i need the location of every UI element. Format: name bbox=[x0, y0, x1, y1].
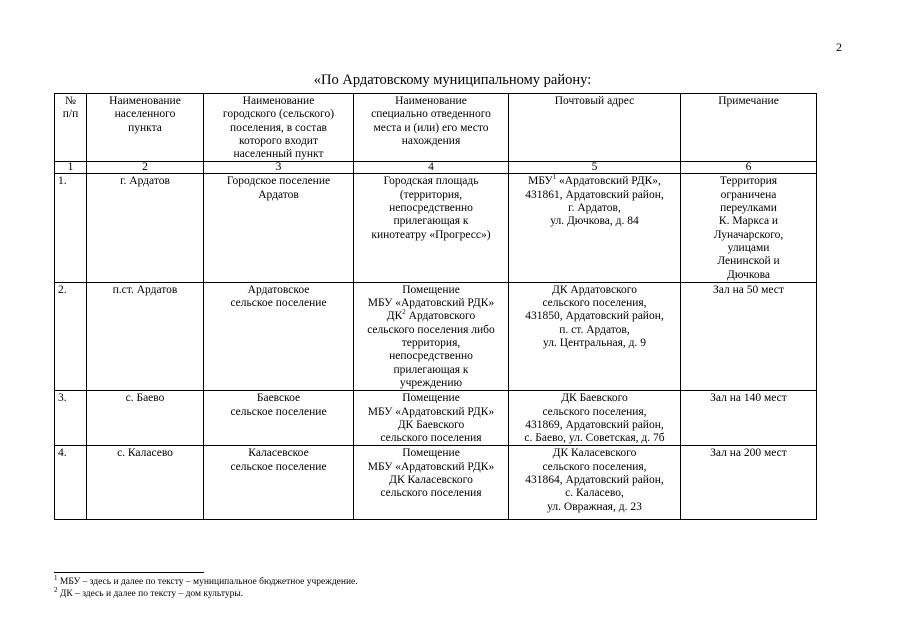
footnote-ref: 2 bbox=[402, 308, 406, 317]
settlement-cell: Городское поселение Ардатов bbox=[204, 174, 354, 282]
note-cell: Территория ограничена переулками К. Маркса и Луначарского, улицами Ленинской и Дючкова bbox=[681, 174, 817, 282]
footnote-mark: 2 bbox=[54, 585, 58, 594]
column-number: 4 bbox=[354, 162, 509, 174]
footnote bbox=[54, 573, 358, 588]
document-title: «По Ардатовскому муниципальному району: bbox=[313, 72, 592, 88]
locality-cell: п.ст. Ардатов bbox=[87, 282, 204, 390]
column-number: 6 bbox=[681, 162, 817, 174]
header-locality: Наименование населенного пункта bbox=[87, 94, 204, 162]
settlement-cell: Баевское сельское поселение bbox=[204, 391, 354, 446]
table-header-row bbox=[55, 94, 817, 162]
footnote-text: ДК – здесь и далее по тексту – дом культуры. bbox=[57, 589, 244, 599]
page-number: 2 bbox=[836, 40, 842, 54]
row-number: 2. bbox=[55, 282, 87, 390]
row-number: 4. bbox=[55, 446, 87, 520]
settlements-table bbox=[54, 93, 817, 520]
address-cell: ДК Ардатовского сельского поселения, 431850, Ардатовский район, п. ст. Ардатов, ул. Центральная, д. 9 bbox=[509, 282, 681, 390]
table-row bbox=[55, 282, 817, 390]
settlement-cell: Каласевское сельское поселение bbox=[204, 446, 354, 520]
column-number: 1 bbox=[55, 162, 87, 174]
place-cell: Помещение МБУ «Ардатовский РДК» ДК Каласевского сельского поселения bbox=[354, 446, 509, 520]
place-cell: Помещение МБУ «Ардатовский РДК» ДК Баевского сельского поселения bbox=[354, 391, 509, 446]
footnote-divider bbox=[54, 572, 204, 573]
note-cell: Зал на 200 мест bbox=[681, 446, 817, 520]
address-text: МБУ bbox=[528, 175, 553, 188]
note-cell: Зал на 140 мест bbox=[681, 391, 817, 446]
address-cell bbox=[509, 174, 681, 282]
locality-cell: с. Каласево bbox=[87, 446, 204, 520]
table-row bbox=[55, 174, 817, 282]
note-cell: Зал на 50 мест bbox=[681, 282, 817, 390]
locality-cell: г. Ардатов bbox=[87, 174, 204, 282]
settlement-cell: Ардатовское сельское поселение bbox=[204, 282, 354, 390]
table-row bbox=[55, 446, 817, 520]
footnote-mark: 1 bbox=[54, 573, 58, 582]
row-number: 1. bbox=[55, 174, 87, 282]
footnote-ref: 1 bbox=[552, 173, 557, 182]
header-note: Примечание bbox=[681, 94, 817, 162]
row-number: 3. bbox=[55, 391, 87, 446]
column-number: 3 bbox=[204, 162, 354, 174]
footnote bbox=[54, 585, 358, 600]
address-cell: ДК Каласевского сельского поселения, 431864, Ардатовский район, с. Каласево, ул. Овражная, д. 23 bbox=[509, 446, 681, 520]
column-numbers-row bbox=[55, 162, 817, 174]
footnote-text: МБУ – здесь и далее по тексту – муниципальное бюджетное учреждение. bbox=[57, 577, 358, 587]
column-number: 5 bbox=[509, 162, 681, 174]
address-text: «Ардатовский РДК», 431861, Ардатовский район, г. Ардатов, ул. Дючкова, д. 84 bbox=[525, 175, 664, 228]
header-place: Наименование специально отведенного места и (или) его место нахождения bbox=[354, 94, 509, 162]
footnotes bbox=[54, 573, 358, 600]
table-row bbox=[55, 391, 817, 446]
address-cell: ДК Баевского сельского поселения, 431869, Ардатовский район, с. Баево, ул. Советская, д. 7б bbox=[509, 391, 681, 446]
place-cell bbox=[354, 282, 509, 390]
header-address: Почтовый адрес bbox=[509, 94, 681, 162]
header-settlement: Наименование городского (сельского) поселения, в состав которого входит населенный пункт bbox=[204, 94, 354, 162]
header-number: № п/п bbox=[55, 94, 87, 162]
place-text: Ардатовского сельского поселения либо территория, непосредственно прилегающая к учреждению bbox=[367, 310, 495, 389]
locality-cell: с. Баево bbox=[87, 391, 204, 446]
column-number: 2 bbox=[87, 162, 204, 174]
place-cell: Городская площадь (территория, непосредственно прилегающая к кинотеатру «Прогресс») bbox=[354, 174, 509, 282]
place-text: Помещение МБУ «Ардатовский РДК» ДК bbox=[367, 283, 495, 323]
